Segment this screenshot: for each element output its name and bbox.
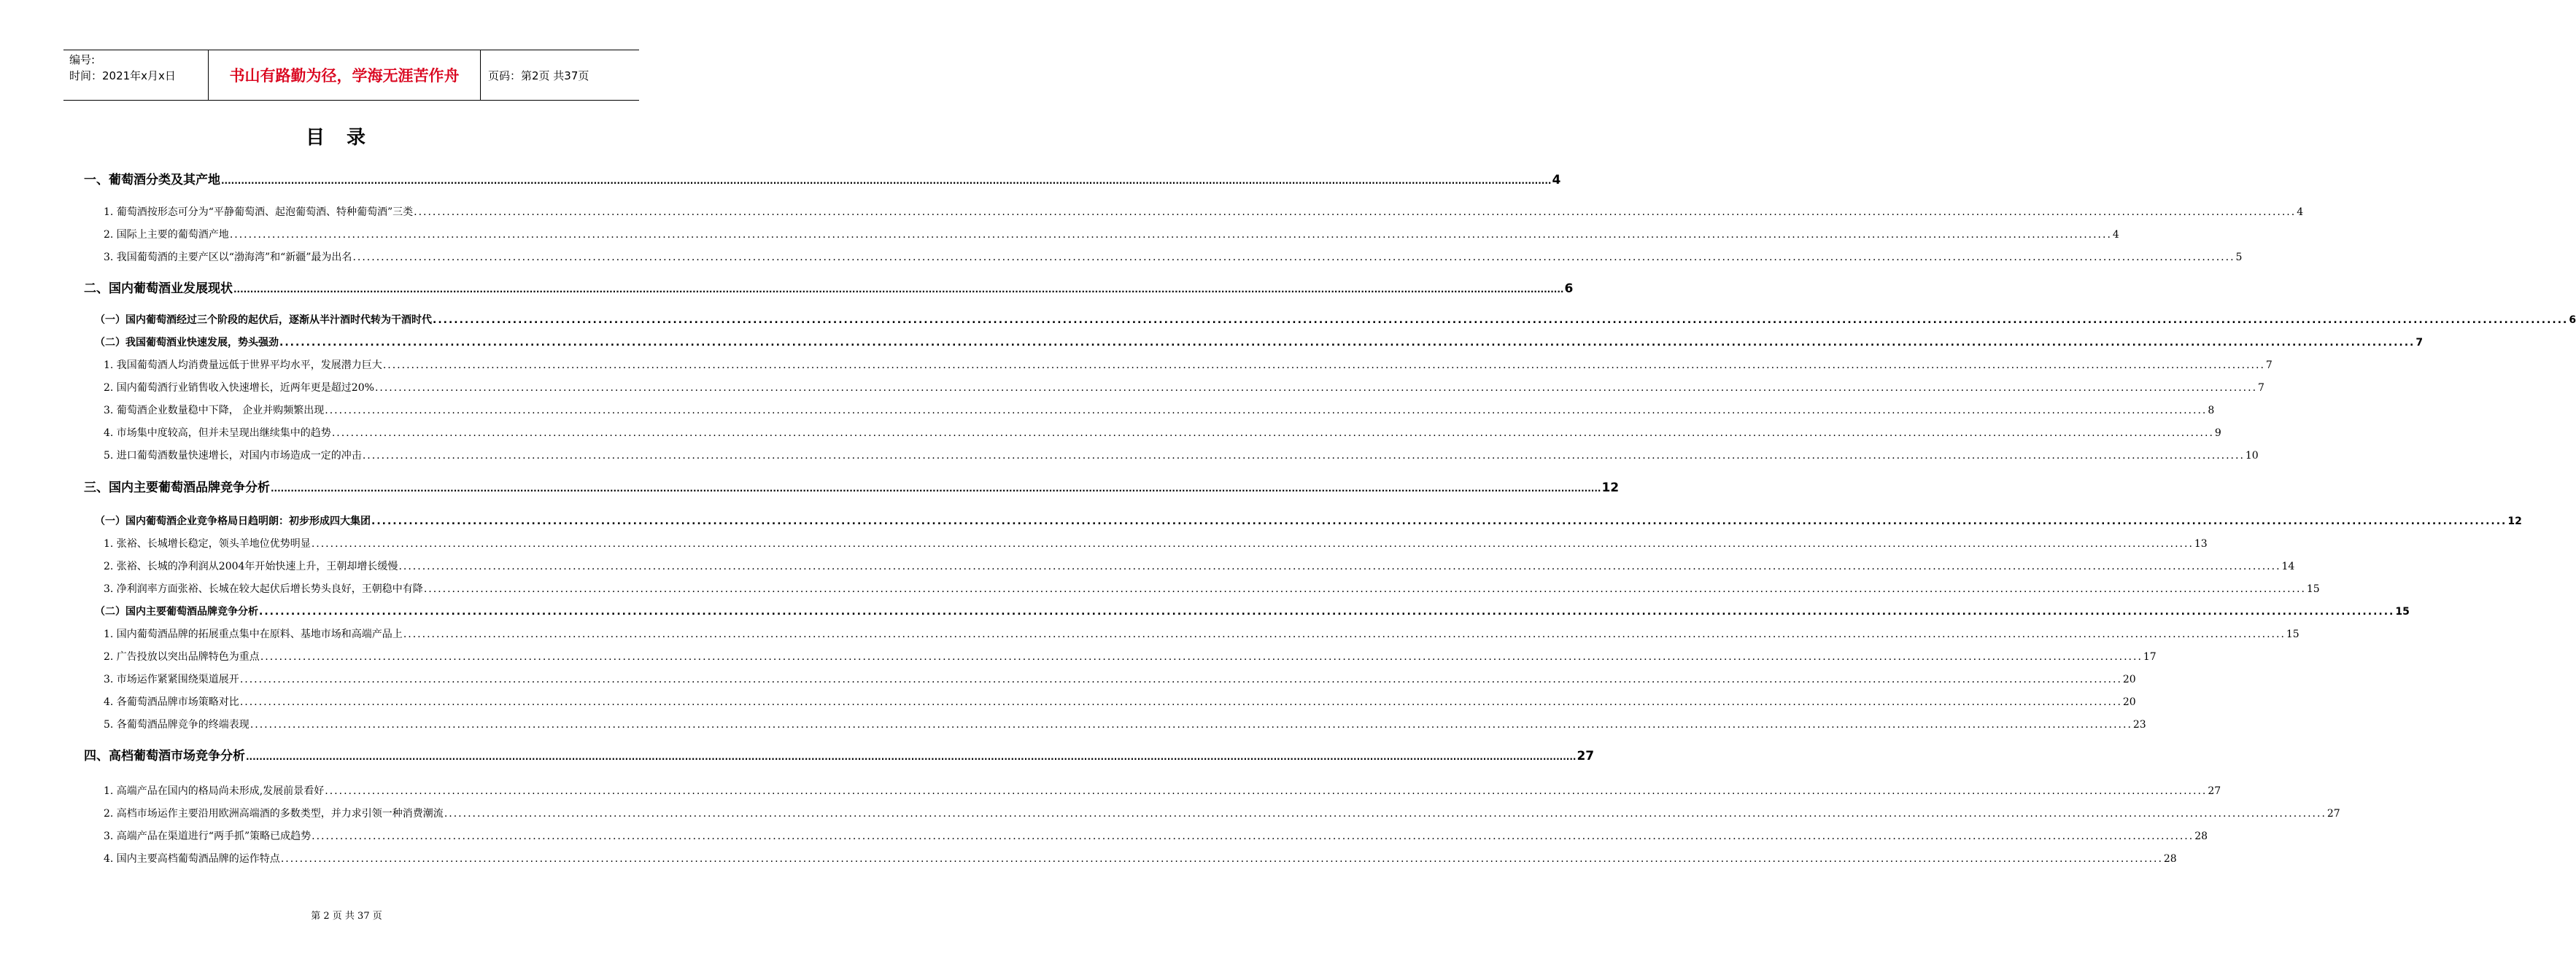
toc-leader-dots: ................................................................................................................................................................................................................................................................................................................................................................................................................ — [374, 382, 2258, 394]
toc-leader-dots: ................................................................................................................................................................................................................................................................................................................................................................................................................ — [398, 561, 2281, 572]
toc-entry-level3[interactable] — [104, 204, 2304, 219]
toc-entry-title: 一、葡萄酒分类及其产地 — [84, 173, 220, 187]
toc-entry-level3[interactable] — [104, 249, 2243, 264]
toc-entry-level3[interactable] — [104, 380, 2264, 394]
toc-leader-dots: ................................................................................................................................................................................................................................................................................................................................................................................................................ — [362, 450, 2245, 462]
toc-leader-dots: ................................................................................................................................................................................................................................................................................................................................................................................................................ — [382, 359, 2265, 371]
toc-entry-page: 27 — [1577, 749, 1595, 763]
toc-entry-page: 12 — [1601, 481, 1620, 495]
toc-entry-title: 2. 国内葡萄酒行业销售收入快速增长，近两年更是超过20% — [104, 382, 374, 394]
page-header — [63, 50, 639, 101]
toc-entry-page: 4 — [1552, 173, 1561, 187]
toc-entry-page: 7 — [2258, 382, 2264, 394]
toc-leader-dots: ................................................................................................................................................................................................................................................................................................................................................................................................................ — [433, 314, 2569, 326]
toc-entry-title: 1. 国内葡萄酒品牌的拓展重点集中在原料、基地市场和高端产品上 — [104, 629, 403, 640]
toc-leader-dots: ................................................................................................................................................................................................................................................................................................................................................................................................................ — [233, 284, 1564, 295]
toc-entry-title: （一）国内葡萄酒经过三个阶段的起伏后，逐渐从半汁酒时代转为干酒时代 — [95, 314, 432, 326]
toc-entry-page: 23 — [2132, 719, 2146, 731]
toc-leader-dots: ................................................................................................................................................................................................................................................................................................................................................................................................................ — [271, 483, 1601, 494]
header-meta — [63, 50, 209, 100]
toc-entry-title: 三、国内主要葡萄酒品牌竞争分析 — [84, 481, 270, 495]
toc-entry-level3[interactable] — [104, 448, 2259, 462]
toc-leader-dots: ................................................................................................................................................................................................................................................................................................................................................................................................................ — [414, 206, 2297, 218]
toc-leader-dots: ................................................................................................................................................................................................................................................................................................................................................................................................................ — [280, 853, 2163, 865]
toc-leader-dots: ................................................................................................................................................................................................................................................................................................................................................................................................................ — [229, 229, 2112, 241]
toc-entry-level2[interactable] — [95, 312, 2576, 327]
toc-leader-dots: ................................................................................................................................................................................................................................................................................................................................................................................................................ — [239, 696, 2122, 708]
toc-entry-page: 20 — [2122, 696, 2136, 708]
toc-entry-page: 14 — [2281, 561, 2295, 572]
toc-entry-page: 27 — [2208, 785, 2221, 797]
toc-entry-level3[interactable] — [104, 536, 2208, 551]
toc-entry-title: 4. 国内主要高档葡萄酒品牌的运作特点 — [104, 853, 280, 865]
toc-leader-dots: ................................................................................................................................................................................................................................................................................................................................................................................................................ — [444, 808, 2326, 820]
toc-entry-level1[interactable] — [84, 745, 1595, 763]
toc-entry-level3[interactable] — [104, 672, 2136, 686]
toc-leader-dots: ................................................................................................................................................................................................................................................................................................................................................................................................................ — [311, 538, 2194, 550]
toc-entry-page: 6 — [2569, 314, 2576, 326]
toc-entry-page: 27 — [2326, 808, 2340, 820]
header-page-info: 页码：第2页 共37页 — [488, 69, 589, 82]
toc-entry-page: 4 — [2112, 229, 2119, 241]
toc-entry-level3[interactable] — [104, 851, 2177, 866]
toc-entry-title: （二）国内主要葡萄酒品牌竞争分析 — [95, 606, 258, 618]
toc-entry-level3[interactable] — [104, 559, 2295, 573]
toc-leader-dots: ................................................................................................................................................................................................................................................................................................................................................................................................................ — [246, 752, 1577, 762]
toc-entry-level3[interactable] — [104, 649, 2157, 664]
toc-leader-dots: ................................................................................................................................................................................................................................................................................................................................................................................................................ — [259, 606, 2395, 618]
toc-entry-title: 2. 广告投放以突出品牌特色为重点 — [104, 651, 260, 663]
toc-entry-level3[interactable] — [104, 581, 2320, 596]
toc-entry-level2[interactable] — [95, 604, 2410, 618]
toc-entry-page: 10 — [2245, 450, 2259, 462]
toc-entry-level3[interactable] — [104, 357, 2273, 372]
toc-leader-dots: ................................................................................................................................................................................................................................................................................................................................................................................................................ — [331, 427, 2214, 439]
serial-label: 编号: — [69, 53, 96, 66]
toc-entry-page: 9 — [2214, 427, 2221, 439]
toc-entry-level3[interactable] — [104, 717, 2146, 731]
toc-entry-level1[interactable] — [84, 278, 1574, 296]
toc-leader-dots: ................................................................................................................................................................................................................................................................................................................................................................................................................ — [423, 583, 2306, 595]
toc-entry-level2[interactable] — [95, 335, 2424, 349]
toc-leader-dots: ................................................................................................................................................................................................................................................................................................................................................................................................................ — [221, 176, 1552, 186]
toc-entry-title: 3. 净利润率方面张裕、长城在较大起伏后增长势头良好，王朝稳中有降 — [104, 583, 423, 595]
toc-leader-dots: ................................................................................................................................................................................................................................................................................................................................................................................................................ — [250, 719, 2132, 731]
toc-entry-title: 四、高档葡萄酒市场竞争分析 — [84, 749, 245, 763]
toc-entry-title: （一）国内葡萄酒企业竞争格局日趋明朗：初步形成四大集团 — [95, 516, 371, 527]
toc-leader-dots: ................................................................................................................................................................................................................................................................................................................................................................................................................ — [239, 674, 2122, 685]
toc-entry-title: 1. 我国葡萄酒人均消费量远低于世界平均水平，发展潜力巨大 — [104, 359, 382, 371]
toc-entry-title: 2. 国际上主要的葡萄酒产地 — [104, 229, 229, 241]
toc-entry-level3[interactable] — [104, 694, 2136, 709]
toc-entry-page: 12 — [2507, 516, 2522, 527]
toc-entry-page: 17 — [2143, 651, 2157, 663]
toc-entry-title: 1. 葡萄酒按形态可分为“平静葡萄酒、起泡葡萄酒、特种葡萄酒”三类 — [104, 206, 414, 218]
toc-entry-title: 2. 张裕、长城的净利润从2004年开始快速上升，王朝却增长缓慢 — [104, 561, 398, 572]
toc-entry-page: 6 — [1564, 281, 1574, 296]
toc-leader-dots: ................................................................................................................................................................................................................................................................................................................................................................................................................ — [260, 651, 2143, 663]
toc-entry-page: 7 — [2416, 337, 2424, 349]
toc-entry-level1[interactable] — [84, 477, 1620, 495]
toc-leader-dots: ................................................................................................................................................................................................................................................................................................................................................................................................................ — [403, 629, 2286, 640]
header-motto: 书山有路勤为径，学海无涯苦作舟 — [209, 50, 481, 100]
toc-entry-title: 4. 各葡萄酒品牌市场策略对比 — [104, 696, 239, 708]
toc-entry-title: 3. 高端产品在渠道进行“两手抓”策略已成趋势 — [104, 831, 312, 842]
toc-entry-level3[interactable] — [104, 806, 2340, 820]
toc-entry-page: 7 — [2265, 359, 2273, 371]
toc-entry-page: 28 — [2163, 853, 2177, 865]
toc-entry-page: 20 — [2122, 674, 2136, 685]
toc-entry-level3[interactable] — [104, 626, 2300, 641]
toc-leader-dots: ................................................................................................................................................................................................................................................................................................................................................................................................................ — [325, 785, 2208, 797]
toc-entry-title: 1. 高端产品在国内的格局尚未形成,发展前景看好 — [104, 785, 325, 797]
toc-entry-title: 1. 张裕、长城增长稳定，领头羊地位优势明显 — [104, 538, 311, 550]
toc-entry-level3[interactable] — [104, 227, 2119, 241]
toc-entry-title: 5. 进口葡萄酒数量快速增长，对国内市场造成一定的冲击 — [104, 450, 362, 462]
toc-entry-page: 15 — [2286, 629, 2300, 640]
toc-leader-dots: ................................................................................................................................................................................................................................................................................................................................................................................................................ — [312, 831, 2194, 842]
toc-entry-level3[interactable] — [104, 402, 2215, 417]
toc-leader-dots: ................................................................................................................................................................................................................................................................................................................................................................................................................ — [279, 337, 2416, 349]
toc-entry-title: 4. 市场集中度较高，但并未呈现出继续集中的趋势 — [104, 427, 331, 439]
toc-entry-level1[interactable] — [84, 169, 1561, 187]
toc-entry-title: 5. 各葡萄酒品牌竞争的终端表现 — [104, 719, 250, 731]
toc-title: 目录 — [305, 127, 387, 149]
toc-entry-page: 28 — [2194, 831, 2208, 842]
toc-entry-page: 4 — [2297, 206, 2304, 218]
toc-leader-dots: ................................................................................................................................................................................................................................................................................................................................................................................................................ — [352, 252, 2235, 263]
toc-leader-dots: ................................................................................................................................................................................................................................................................................................................................................................................................................ — [371, 516, 2507, 527]
toc-entry-title: 2. 高档市场运作主要沿用欧洲高端酒的多数类型，并力求引领一种消费潮流 — [104, 808, 444, 820]
toc-entry-title: （二）我国葡萄酒业快速发展，势头强劲 — [95, 337, 279, 349]
toc-entry-title: 3. 我国葡萄酒的主要产区以“渤海湾”和“新疆”最为出名 — [104, 252, 352, 263]
toc-entry-level3[interactable] — [104, 425, 2221, 440]
toc-entry-title: 二、国内葡萄酒业发展现状 — [84, 281, 233, 296]
toc-entry-page: 13 — [2194, 538, 2208, 550]
toc-leader-dots: ................................................................................................................................................................................................................................................................................................................................................................................................................ — [325, 405, 2208, 416]
toc-entry-page: 15 — [2306, 583, 2320, 595]
page-footer: 第 2 页 共 37 页 — [311, 911, 382, 922]
toc-entry-level3[interactable] — [104, 783, 2221, 798]
toc-entry-title: 3. 市场运作紧紧围绕渠道展开 — [104, 674, 239, 685]
toc-entry-level3[interactable] — [104, 828, 2208, 843]
toc-entry-page: 5 — [2235, 252, 2243, 263]
toc-entry-level2[interactable] — [95, 513, 2522, 528]
time-label: 时间：2021年x月x日 — [69, 69, 176, 82]
toc-entry-page: 15 — [2395, 606, 2410, 618]
toc-entry-page: 8 — [2208, 405, 2215, 416]
toc-entry-title: 3. 葡萄酒企业数量稳中下降， 企业并购频繁出现 — [104, 405, 325, 416]
